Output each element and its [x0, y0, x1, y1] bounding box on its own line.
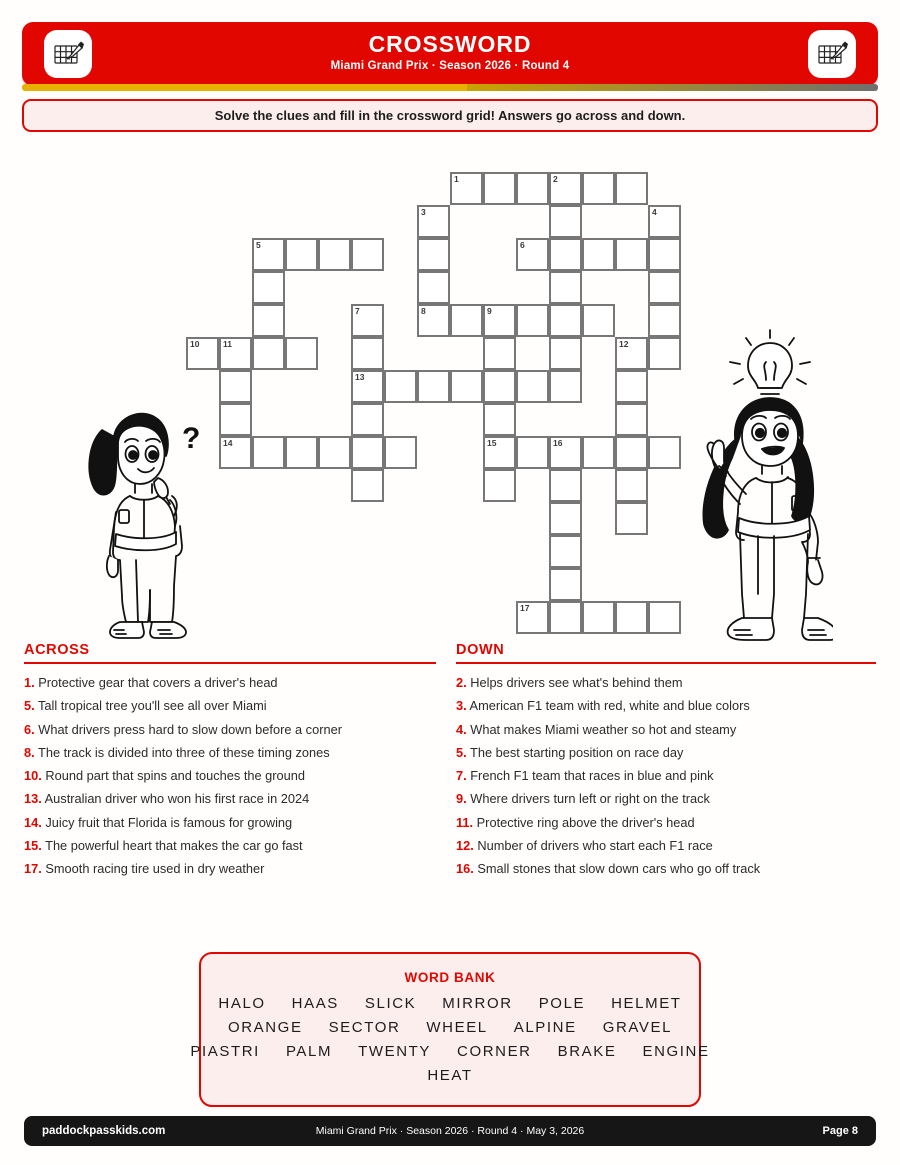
clue-item-down-3 [456, 694, 876, 717]
grid-cell[interactable] [252, 337, 285, 370]
grid-cell-number: 13 [355, 372, 365, 382]
grid-cell[interactable] [549, 370, 582, 403]
grid-cell[interactable] [483, 469, 516, 502]
footer-page-number: Page 8 [822, 1125, 858, 1137]
clue-number: 5. [456, 744, 467, 760]
grid-cell[interactable] [549, 337, 582, 370]
grid-cell[interactable] [516, 436, 549, 469]
clue-text: Tall tropical tree you'll see all over Miami [34, 698, 267, 714]
grid-cell[interactable] [252, 304, 285, 337]
grid-cell[interactable] [549, 304, 582, 337]
grid-cell-number: 11 [223, 339, 232, 349]
grid-cell[interactable] [582, 172, 615, 205]
grid-cell-numbered-1[interactable] [450, 172, 483, 205]
grid-cell[interactable] [648, 238, 681, 271]
grid-cell-number: 6 [520, 240, 525, 250]
clue-text: The track is divided into three of these timing zones [34, 744, 330, 760]
clue-number: 16. [456, 861, 474, 877]
grid-cell-numbered-9[interactable] [483, 304, 516, 337]
word-bank-word[interactable]: WHEEL [426, 1019, 488, 1036]
clue-item-down-12 [456, 834, 876, 857]
grid-cell[interactable] [549, 238, 582, 271]
word-bank-word[interactable]: BRAKE [557, 1043, 617, 1060]
grid-cell-number: 14 [223, 438, 233, 448]
across-divider [24, 662, 436, 664]
clue-number: 2. [456, 675, 467, 690]
thinking-girl-driver-illustration [80, 400, 210, 640]
grid-cell[interactable] [549, 568, 582, 601]
clue-item-across-14 [24, 811, 436, 834]
grid-cell[interactable] [549, 535, 582, 568]
clue-item-across-13 [24, 787, 436, 810]
grid-cell[interactable] [582, 601, 615, 634]
grid-cell-numbered-7[interactable] [351, 304, 384, 337]
grid-cell-number: 5 [256, 240, 261, 250]
word-bank-word[interactable]: GRAVEL [602, 1019, 673, 1036]
word-bank-word[interactable]: POLE [538, 995, 586, 1012]
grid-cell[interactable] [483, 370, 516, 403]
grid-cell-number: 3 [421, 207, 426, 217]
clue-text: Protective ring above the driver's head [473, 814, 695, 830]
grid-cell[interactable] [483, 337, 516, 370]
grid-cell[interactable] [351, 403, 384, 436]
clue-item-across-5 [24, 694, 436, 717]
word-bank-row [201, 995, 699, 1012]
grid-cell-numbered-6[interactable] [516, 238, 549, 271]
clue-number: 6. [24, 721, 35, 737]
grid-cell[interactable] [417, 271, 450, 304]
clue-text: Helps drivers see what's behind them [466, 675, 683, 690]
clue-number: 13. [24, 791, 42, 807]
grid-cell[interactable] [615, 469, 648, 502]
word-bank-word[interactable]: SLICK [364, 995, 417, 1012]
clue-text: Round part that spins and touches the ground [41, 768, 306, 784]
grid-cell-number: 17 [520, 603, 530, 613]
clue-text: Number of drivers who start each F1 race [473, 838, 713, 854]
clue-item-across-8 [24, 741, 436, 764]
clue-number: 17. [24, 861, 42, 877]
clue-item-down-4 [456, 718, 876, 741]
grid-cell[interactable] [615, 601, 648, 634]
grid-cell[interactable] [450, 370, 483, 403]
word-bank-word[interactable]: HEAT [427, 1067, 473, 1084]
clue-text: Juicy fruit that Florida is famous for growing [41, 814, 293, 830]
grid-cell-number: 4 [652, 207, 657, 217]
clue-number: 10. [24, 768, 42, 784]
grid-cell[interactable] [417, 238, 450, 271]
clue-number: 3. [456, 698, 467, 714]
clue-number: 8. [24, 744, 35, 760]
grid-cell[interactable] [351, 238, 384, 271]
grid-cell[interactable] [483, 172, 516, 205]
grid-cell[interactable] [615, 502, 648, 535]
question-mark-icon: ? [182, 422, 201, 455]
grid-cell-numbered-12[interactable] [615, 337, 648, 370]
clue-item-down-5 [456, 741, 876, 764]
word-bank-word[interactable]: MIRROR [442, 995, 513, 1012]
grid-cell[interactable] [384, 436, 417, 469]
down-heading: DOWN [456, 642, 505, 658]
word-bank-title: WORD BANK [404, 970, 496, 985]
grid-cell-numbered-10[interactable] [186, 337, 219, 370]
grid-cell-numbered-17[interactable] [516, 601, 549, 634]
idea-girl-driver-lightbulb-illustration [688, 318, 833, 648]
grid-cell[interactable] [615, 238, 648, 271]
clue-text: What makes Miami weather so hot and steamy [466, 721, 737, 737]
grid-cell[interactable] [516, 304, 549, 337]
grid-cell[interactable] [351, 469, 384, 502]
clue-number: 9. [456, 791, 467, 807]
across-heading: ACROSS [24, 642, 90, 658]
grid-cell[interactable] [219, 403, 252, 436]
instruction-banner: Solve the clues and fill in the crossword grid! Answers go across and down. [22, 99, 878, 132]
clue-item-down-16 [456, 857, 876, 880]
clue-item-across-10 [24, 764, 436, 787]
word-bank-word[interactable]: TWENTY [358, 1043, 432, 1060]
word-bank-row [201, 1067, 699, 1084]
grid-cell-numbered-3[interactable] [417, 205, 450, 238]
word-bank-word[interactable]: HELMET [611, 995, 682, 1012]
grid-cell[interactable] [615, 370, 648, 403]
clue-text: The powerful heart that makes the car go fast [41, 838, 303, 854]
grid-cell[interactable] [384, 370, 417, 403]
clue-item-across-17 [24, 857, 436, 880]
grid-cell-numbered-11[interactable] [219, 337, 252, 370]
grid-cell-number: 16 [553, 438, 563, 448]
clue-number: 7. [456, 768, 467, 784]
clue-number: 11. [456, 814, 474, 830]
grid-cell-number: 7 [355, 306, 360, 316]
clue-item-down-7 [456, 764, 876, 787]
clues-across-column [24, 642, 436, 881]
grid-cell[interactable] [285, 238, 318, 271]
word-bank-word[interactable]: HALO [218, 995, 266, 1012]
grid-cell[interactable] [285, 337, 318, 370]
grid-cell-numbered-14[interactable] [219, 436, 252, 469]
grid-cell[interactable] [648, 304, 681, 337]
grid-cell[interactable] [615, 403, 648, 436]
grid-cell-number: 15 [487, 438, 497, 448]
clue-text: Australian driver who won his first race in 2024 [41, 791, 310, 807]
clue-number: 14. [24, 814, 42, 830]
grid-cell[interactable] [549, 271, 582, 304]
word-bank-row [201, 1019, 699, 1036]
grid-cell-number: 2 [553, 174, 558, 184]
clue-number: 12. [456, 838, 474, 854]
clue-number: 5. [24, 698, 35, 714]
clue-number: 15. [24, 838, 42, 854]
word-bank-word[interactable]: PIASTRI [190, 1043, 260, 1060]
clue-text: Protective gear that covers a driver's head [34, 675, 278, 690]
grid-cell[interactable] [483, 403, 516, 436]
grid-cell[interactable] [615, 172, 648, 205]
clue-text: American F1 team with red, white and blue colors [466, 698, 750, 714]
header-subtitle: Miami Grand Prix · Season 2026 · Round 4 [330, 60, 570, 72]
grid-cell[interactable] [648, 271, 681, 304]
footer-center-text: Miami Grand Prix · Season 2026 · Round 4 · May 3, 2026 [315, 1125, 585, 1137]
word-bank-panel [190, 952, 710, 1107]
clue-item-down-2 [456, 671, 876, 694]
grid-cell-numbered-4[interactable] [648, 205, 681, 238]
grid-cell[interactable] [219, 370, 252, 403]
clue-text: Smooth racing tire used in dry weather [41, 861, 265, 877]
clue-item-across-15 [24, 834, 436, 857]
word-bank-word[interactable]: ENGINE [642, 1043, 710, 1060]
grid-cell[interactable] [318, 436, 351, 469]
grid-cell-numbered-15[interactable] [483, 436, 516, 469]
clues-down-column [456, 642, 876, 881]
word-bank-word[interactable]: ORANGE [227, 1019, 303, 1036]
clue-text: Small stones that slow down cars who go off track [473, 861, 761, 877]
grid-cell[interactable] [549, 469, 582, 502]
grid-cell[interactable] [615, 436, 648, 469]
grid-cell[interactable] [417, 370, 450, 403]
grid-cell[interactable] [252, 436, 285, 469]
grid-cell-number: 1 [454, 174, 459, 184]
grid-cell[interactable] [351, 436, 384, 469]
clue-text: What drivers press hard to slow down before a corner [34, 721, 342, 737]
grid-cell[interactable] [318, 238, 351, 271]
grid-cell-numbered-13[interactable] [351, 370, 384, 403]
footer-website-link[interactable]: paddockpasskids.com [42, 1125, 166, 1137]
page-footer [24, 1116, 876, 1146]
word-bank-word[interactable]: SECTOR [328, 1019, 401, 1036]
word-bank-row [190, 1043, 710, 1060]
grid-cell[interactable] [252, 271, 285, 304]
grid-cell-number: 8 [421, 306, 426, 316]
grid-cell-number: 10 [190, 339, 200, 349]
clue-number: 1. [24, 675, 35, 690]
grid-cell[interactable] [582, 436, 615, 469]
grid-cell-numbered-2[interactable] [549, 172, 582, 205]
grid-cell[interactable] [549, 502, 582, 535]
word-bank-word[interactable]: HAAS [291, 995, 339, 1012]
grid-cell[interactable] [516, 370, 549, 403]
clue-text: French F1 team that races in blue and pink [466, 768, 714, 784]
clue-item-down-11 [456, 811, 876, 834]
clue-item-across-6 [24, 718, 436, 741]
grid-cell[interactable] [516, 172, 549, 205]
word-bank-word[interactable]: CORNER [457, 1043, 532, 1060]
grid-cell[interactable] [549, 601, 582, 634]
clue-number: 4. [456, 721, 467, 737]
grid-cell[interactable] [648, 337, 681, 370]
grid-cell[interactable] [648, 601, 681, 634]
grid-cell-number: 9 [487, 306, 492, 316]
word-bank-word[interactable]: PALM [285, 1043, 333, 1060]
clue-text: The best starting position on race day [466, 744, 684, 760]
down-divider [456, 662, 876, 664]
page-title: CROSSWORD [368, 31, 532, 57]
grid-cell-numbered-8[interactable] [417, 304, 450, 337]
grid-cell[interactable] [285, 436, 318, 469]
clue-item-down-9 [456, 787, 876, 810]
clue-item-across-1 [24, 671, 436, 694]
grid-cell[interactable] [582, 304, 615, 337]
grid-cell[interactable] [351, 337, 384, 370]
grid-cell[interactable] [450, 304, 483, 337]
grid-cell[interactable] [549, 205, 582, 238]
word-bank-word[interactable]: ALPINE [513, 1019, 577, 1036]
clue-text: Where drivers turn left or right on the track [466, 791, 710, 807]
grid-cell-number: 12 [619, 339, 629, 349]
grid-cell-numbered-16[interactable] [549, 436, 582, 469]
grid-cell-numbered-5[interactable] [252, 238, 285, 271]
grid-cell[interactable] [582, 238, 615, 271]
grid-cell[interactable] [648, 436, 681, 469]
